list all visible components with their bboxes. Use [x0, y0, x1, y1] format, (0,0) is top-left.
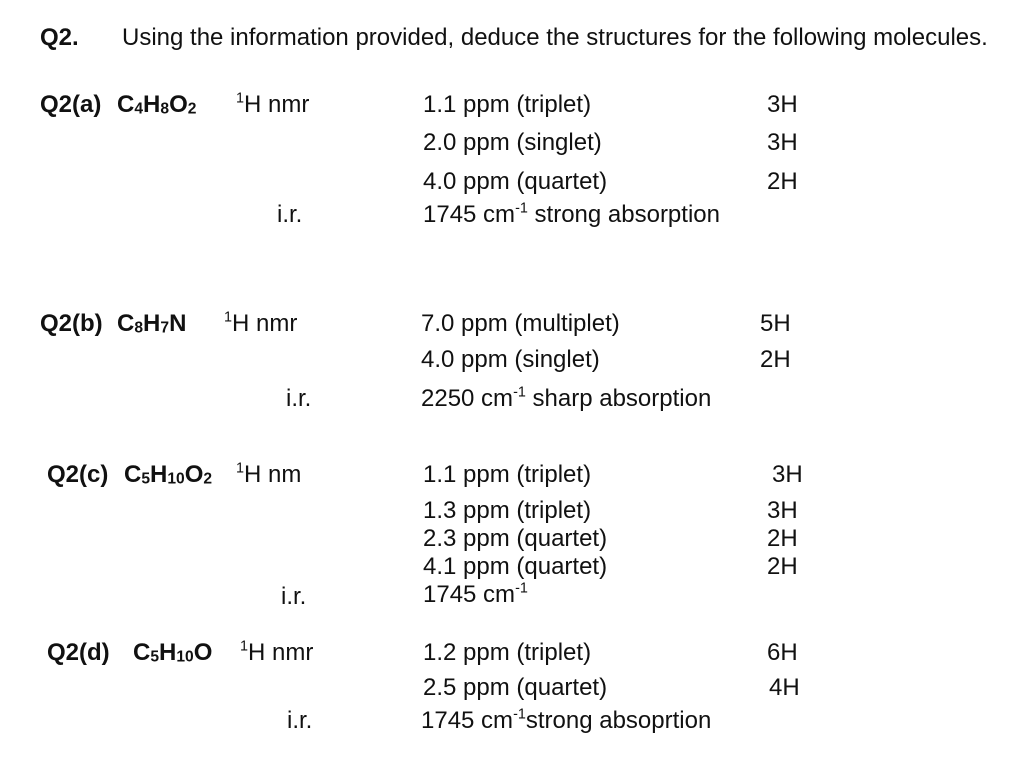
part-d-nmr-int-2: 4H	[769, 674, 800, 701]
part-a-nmr-int-1: 3H	[767, 91, 798, 118]
part-a-ir-value: 1745 $cm^{-1}$ strong absorption	[423, 200, 720, 228]
part-d-nmr-shift-1: 1.2 ppm (triplet)	[423, 639, 592, 666]
part-b-nmr-shift-1: 7.0 ppm (multiplet)	[421, 310, 620, 337]
question-number: Q2.	[40, 24, 79, 51]
part-d-formula: $C_5H_{10}O$	[133, 639, 213, 666]
part-c-ir-label: i.r.	[281, 583, 307, 610]
part-c-nmr-shift-1: 1.1 ppm (triplet)	[423, 461, 592, 488]
part-c-formula: $C_5H_{10}O_2$	[124, 461, 213, 488]
part-a-formula: $C_4H_8O_2$	[117, 91, 197, 118]
part-b-ir-value: 2250 $cm^{-1}$ sharp absorption	[421, 384, 712, 412]
part-b-formula: $C_8H_7N$	[117, 310, 187, 337]
part-a-nmr-label: $^1$H nmr	[236, 90, 310, 118]
part-d-nmr-label: $^1$H nmr	[240, 638, 314, 666]
part-d-nmr-int-1: 6H	[767, 639, 798, 666]
part-c-nmr-shift-2: 1.3 ppm (triplet)	[423, 497, 592, 524]
part-d-label: Q2(d)	[47, 639, 110, 666]
part-a-nmr-shift-2: 2.0 ppm (singlet)	[423, 129, 602, 156]
part-d-ir-label: i.r.	[287, 707, 313, 734]
part-b-nmr-int-1: 5H	[760, 310, 791, 337]
part-c-nmr-int-3: 2H	[767, 525, 798, 552]
part-c-nmr-shift-3: 2.3 ppm (quartet)	[423, 525, 608, 552]
part-b-nmr-label: $^1$H nmr	[224, 309, 298, 337]
part-b-nmr-shift-2: 4.0 ppm (singlet)	[421, 346, 600, 373]
part-c-nmr-int-2: 3H	[767, 497, 798, 524]
question-instruction: Using the information provided, deduce the structures for the following molecules.	[122, 24, 988, 51]
part-c-ir-value: 1745 $cm^{-1}$	[423, 580, 528, 608]
part-b-ir-label: i.r.	[286, 385, 312, 412]
part-b-label: Q2(b)	[40, 310, 103, 337]
part-a-nmr-int-3: 2H	[767, 168, 798, 195]
part-a-nmr-shift-3: 4.0 ppm (quartet)	[423, 168, 608, 195]
part-c-nmr-shift-4: 4.1 ppm (quartet)	[423, 553, 608, 580]
part-c-nmr-int-4: 2H	[767, 553, 798, 580]
part-c-nmr-int-1: 3H	[772, 461, 803, 488]
part-a-nmr-shift-1: 1.1 ppm (triplet)	[423, 91, 592, 118]
part-b-nmr-int-2: 2H	[760, 346, 791, 373]
part-a-ir-label: i.r.	[277, 201, 303, 228]
part-d-nmr-shift-2: 2.5 ppm (quartet)	[423, 674, 608, 701]
part-a-nmr-int-2: 3H	[767, 129, 798, 156]
part-c-nmr-label: $^1$H nm	[236, 460, 302, 488]
part-d-ir-value: 1745 $cm^{-1}strong$ absoprtion	[421, 706, 712, 734]
part-c-label: Q2(c)	[47, 461, 109, 488]
part-a-label: Q2(a)	[40, 91, 102, 118]
